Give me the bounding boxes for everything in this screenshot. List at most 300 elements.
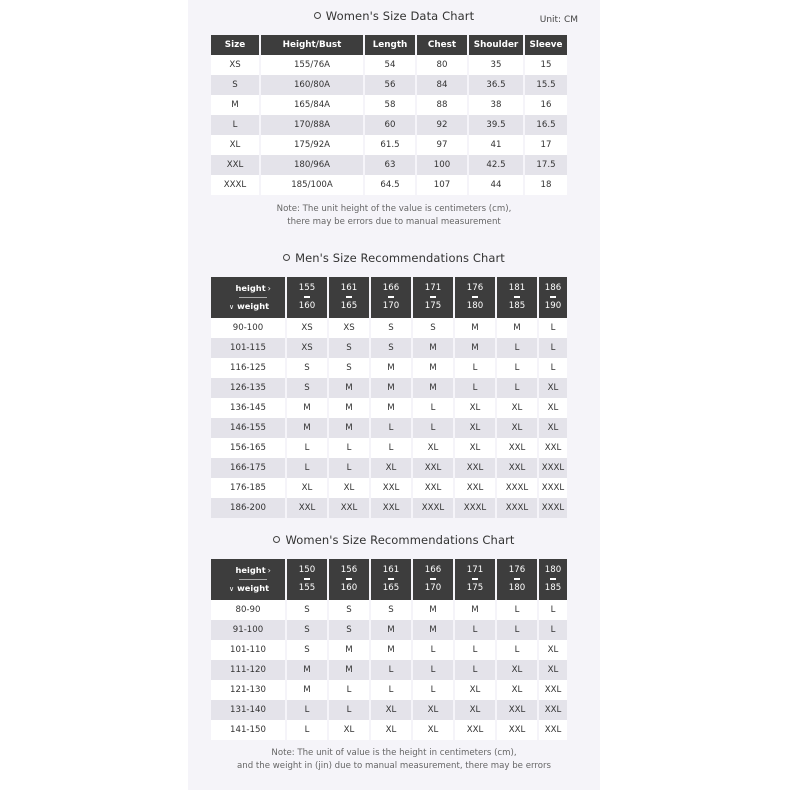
circle-bullet-icon xyxy=(314,12,321,19)
height-weight-corner xyxy=(211,277,287,318)
size-cell: L xyxy=(539,338,567,358)
size-cell: XXL xyxy=(497,438,539,458)
weight-range-cell: 176-185 xyxy=(211,478,287,498)
size-cell: L xyxy=(455,640,497,660)
range-dash xyxy=(346,296,352,298)
table-cell: 92 xyxy=(417,115,469,135)
height-range xyxy=(455,559,495,600)
size-cell: M xyxy=(329,640,371,660)
size-cell: L xyxy=(539,620,567,640)
size-cell: M xyxy=(287,680,329,700)
range-dash xyxy=(550,578,556,580)
height-range-header xyxy=(539,277,567,318)
table-row xyxy=(211,155,567,175)
table-cell: 170/88A xyxy=(261,115,365,135)
size-cell: XXL xyxy=(455,458,497,478)
table-row xyxy=(211,175,567,195)
column-header: Length xyxy=(365,35,417,55)
table-cell: 18 xyxy=(525,175,567,195)
table-cell: 160/80A xyxy=(261,75,365,95)
table-cell: 180/96A xyxy=(261,155,365,175)
corner-labels xyxy=(211,559,285,600)
height-range-header xyxy=(371,277,413,318)
size-cell: XXL xyxy=(371,478,413,498)
table-cell: XXL xyxy=(211,155,261,175)
height-range-max: 165 xyxy=(340,301,358,311)
size-cell: XXL xyxy=(287,498,329,518)
size-cell: M xyxy=(287,418,329,438)
height-range-max: 180 xyxy=(466,301,484,311)
size-cell: L xyxy=(371,438,413,458)
size-cell: XL xyxy=(329,478,371,498)
table-cell: 60 xyxy=(365,115,417,135)
column-header: Size xyxy=(211,35,261,55)
range-dash xyxy=(388,296,394,298)
table-row xyxy=(211,498,567,518)
table-cell: XL xyxy=(211,135,261,155)
size-cell: L xyxy=(329,458,371,478)
height-range-min: 181 xyxy=(508,283,526,293)
weight-range-cell: 116-125 xyxy=(211,358,287,378)
size-cell: XXL xyxy=(413,458,455,478)
size-cell: M xyxy=(413,358,455,378)
size-cell: XXXL xyxy=(539,498,567,518)
size-cell: S xyxy=(371,318,413,338)
women-data-title: Women's Size Data Chart xyxy=(188,9,600,23)
table-row xyxy=(211,358,567,378)
weight-range-cell: 156-165 xyxy=(211,438,287,458)
size-cell: XL xyxy=(413,720,455,740)
height-range xyxy=(329,277,369,318)
height-range-max: 160 xyxy=(298,301,316,311)
size-cell: XS xyxy=(329,318,371,338)
table-cell: S xyxy=(211,75,261,95)
size-cell: L xyxy=(329,700,371,720)
size-cell: M xyxy=(287,398,329,418)
size-cell: XXXL xyxy=(455,498,497,518)
height-range-header xyxy=(497,277,539,318)
height-range-max: 180 xyxy=(508,583,526,593)
height-range xyxy=(455,277,495,318)
table-cell: 17.5 xyxy=(525,155,567,175)
size-cell: S xyxy=(287,640,329,660)
corner-divider xyxy=(239,297,267,298)
height-range xyxy=(413,559,453,600)
table-cell: 36.5 xyxy=(469,75,525,95)
size-cell: L xyxy=(329,680,371,700)
height-range xyxy=(287,277,327,318)
size-cell: XXL xyxy=(539,700,567,720)
height-range-min: 171 xyxy=(466,565,484,575)
size-cell: M xyxy=(371,398,413,418)
size-cell: L xyxy=(371,418,413,438)
size-cell: M xyxy=(371,378,413,398)
height-range xyxy=(371,559,411,600)
table-row xyxy=(211,458,567,478)
size-cell: XL xyxy=(455,438,497,458)
table-cell: 15.5 xyxy=(525,75,567,95)
range-dash xyxy=(550,296,556,298)
table-cell: 35 xyxy=(469,55,525,75)
height-range-header xyxy=(329,559,371,600)
size-cell: XL xyxy=(539,378,567,398)
size-cell: M xyxy=(329,378,371,398)
column-header: Shoulder xyxy=(469,35,525,55)
men-size-recommendation-table xyxy=(211,277,567,518)
size-cell: S xyxy=(287,378,329,398)
size-cell: XS xyxy=(287,318,329,338)
size-cell: L xyxy=(455,660,497,680)
height-range-header xyxy=(413,277,455,318)
height-range xyxy=(371,277,411,318)
size-cell: M xyxy=(329,660,371,680)
table-cell: 64.5 xyxy=(365,175,417,195)
size-cell: XL xyxy=(287,478,329,498)
height-range-header xyxy=(329,277,371,318)
table-cell: 88 xyxy=(417,95,469,115)
height-range-header xyxy=(497,559,539,600)
height-range-max: 175 xyxy=(466,583,484,593)
size-cell: L xyxy=(287,720,329,740)
height-range-min: 155 xyxy=(298,283,316,293)
note-line: and the weight in (jin) due to manual measurement, there may be errors xyxy=(237,761,551,771)
size-cell: M xyxy=(413,378,455,398)
women-rec-title: Women's Size Recommendations Chart xyxy=(188,533,600,547)
column-header: Chest xyxy=(417,35,469,55)
weight-range-cell: 101-115 xyxy=(211,338,287,358)
size-cell: L xyxy=(329,438,371,458)
weight-range-cell: 186-200 xyxy=(211,498,287,518)
women-rec-note xyxy=(188,747,600,773)
size-cell: L xyxy=(413,418,455,438)
corner-divider xyxy=(239,579,267,580)
size-cell: XL xyxy=(371,720,413,740)
corner-labels xyxy=(211,277,285,318)
size-cell: M xyxy=(413,600,455,620)
weight-range-cell: 146-155 xyxy=(211,418,287,438)
women-size-recommendation-table xyxy=(211,559,567,740)
size-cell: L xyxy=(497,358,539,378)
height-range-min: 161 xyxy=(340,283,358,293)
size-cell: XL xyxy=(371,458,413,478)
height-range-min: 166 xyxy=(382,283,400,293)
column-header: Height/Bust xyxy=(261,35,365,55)
table-cell: 63 xyxy=(365,155,417,175)
weight-range-cell: 80-90 xyxy=(211,600,287,620)
size-cell: L xyxy=(413,398,455,418)
size-cell: XXL xyxy=(539,438,567,458)
table-cell: XS xyxy=(211,55,261,75)
size-cell: M xyxy=(371,640,413,660)
size-cell: L xyxy=(371,660,413,680)
table-row xyxy=(211,55,567,75)
unit-label: Unit: CM xyxy=(539,15,578,25)
table-cell: 84 xyxy=(417,75,469,95)
size-cell: L xyxy=(497,378,539,398)
table-cell: 107 xyxy=(417,175,469,195)
size-cell: S xyxy=(329,600,371,620)
table-row xyxy=(211,418,567,438)
weight-range-cell: 111-120 xyxy=(211,660,287,680)
weight-range-cell: 90-100 xyxy=(211,318,287,338)
column-header: Sleeve xyxy=(525,35,567,55)
height-range xyxy=(413,277,453,318)
weight-range-cell: 166-175 xyxy=(211,458,287,478)
size-cell: S xyxy=(329,338,371,358)
weight-range-cell: 101-110 xyxy=(211,640,287,660)
size-cell: L xyxy=(455,378,497,398)
table-row xyxy=(211,640,567,660)
height-range-max: 185 xyxy=(508,301,526,311)
range-dash xyxy=(472,578,478,580)
table-row xyxy=(211,318,567,338)
height-range-min: 156 xyxy=(340,565,358,575)
range-dash xyxy=(430,578,436,580)
table-header-row xyxy=(211,35,567,55)
size-cell: XL xyxy=(539,660,567,680)
size-cell: S xyxy=(413,318,455,338)
height-range-header xyxy=(371,559,413,600)
size-cell: XL xyxy=(539,640,567,660)
table-cell: 80 xyxy=(417,55,469,75)
men-rec-title: Men's Size Recommendations Chart xyxy=(188,251,600,265)
size-cell: M xyxy=(455,318,497,338)
size-cell: S xyxy=(329,358,371,378)
size-cell: XL xyxy=(497,418,539,438)
size-cell: L xyxy=(539,600,567,620)
table-row xyxy=(211,600,567,620)
size-cell: S xyxy=(287,620,329,640)
height-range xyxy=(287,559,327,600)
range-dash xyxy=(304,296,310,298)
height-range-header xyxy=(455,277,497,318)
range-dash xyxy=(514,578,520,580)
size-cell: XXXL xyxy=(539,458,567,478)
size-cell: XXL xyxy=(329,498,371,518)
height-range-min: 186 xyxy=(544,283,562,293)
table-cell: 100 xyxy=(417,155,469,175)
size-cell: XXL xyxy=(371,498,413,518)
size-cell: L xyxy=(497,600,539,620)
size-cell: XL xyxy=(539,398,567,418)
size-cell: L xyxy=(413,640,455,660)
size-cell: L xyxy=(413,680,455,700)
table-row xyxy=(211,680,567,700)
weight-range-cell: 121-130 xyxy=(211,680,287,700)
table-cell: 41 xyxy=(469,135,525,155)
circle-bullet-icon xyxy=(273,536,280,543)
size-cell: M xyxy=(497,318,539,338)
size-cell: XL xyxy=(497,398,539,418)
table-cell: 16.5 xyxy=(525,115,567,135)
height-weight-corner xyxy=(211,559,287,600)
size-chart-panel xyxy=(188,0,600,790)
height-range-max: 170 xyxy=(424,583,442,593)
weight-range-cell: 91-100 xyxy=(211,620,287,640)
table-cell: 97 xyxy=(417,135,469,155)
table-cell: 185/100A xyxy=(261,175,365,195)
size-cell: M xyxy=(287,660,329,680)
size-cell: L xyxy=(455,620,497,640)
weight-range-cell: 131-140 xyxy=(211,700,287,720)
size-cell: XL xyxy=(413,438,455,458)
table-row xyxy=(211,438,567,458)
size-cell: L xyxy=(413,660,455,680)
size-cell: M xyxy=(413,620,455,640)
height-range xyxy=(497,559,537,600)
height-range xyxy=(329,559,369,600)
table-row xyxy=(211,398,567,418)
height-range-max: 170 xyxy=(382,301,400,311)
range-dash xyxy=(514,296,520,298)
height-range xyxy=(497,277,537,318)
height-range-min: 171 xyxy=(424,283,442,293)
table-row xyxy=(211,478,567,498)
size-cell: M xyxy=(455,600,497,620)
height-range-header xyxy=(287,277,329,318)
range-dash xyxy=(430,296,436,298)
height-range-header xyxy=(287,559,329,600)
size-cell: XXL xyxy=(539,720,567,740)
size-cell: XXL xyxy=(497,720,539,740)
size-cell: XL xyxy=(371,700,413,720)
size-cell: L xyxy=(371,680,413,700)
size-cell: M xyxy=(371,620,413,640)
women-data-note xyxy=(188,203,600,229)
size-cell: M xyxy=(329,418,371,438)
size-cell: XL xyxy=(497,660,539,680)
table-row xyxy=(211,75,567,95)
size-cell: S xyxy=(287,600,329,620)
height-label: height › xyxy=(235,565,271,575)
size-cell: XXXL xyxy=(413,498,455,518)
table-cell: 17 xyxy=(525,135,567,155)
size-cell: S xyxy=(287,358,329,378)
size-cell: L xyxy=(287,700,329,720)
size-cell: XXL xyxy=(497,458,539,478)
size-cell: S xyxy=(329,620,371,640)
weight-range-cell: 136-145 xyxy=(211,398,287,418)
size-cell: XXL xyxy=(413,478,455,498)
height-range-min: 180 xyxy=(544,565,562,575)
table-row xyxy=(211,660,567,680)
table-row xyxy=(211,700,567,720)
range-dash xyxy=(346,578,352,580)
note-line: there may be errors due to manual measurement xyxy=(287,217,501,227)
size-cell: L xyxy=(539,358,567,378)
size-cell: L xyxy=(287,438,329,458)
height-range xyxy=(539,277,567,318)
table-cell: 56 xyxy=(365,75,417,95)
height-range-min: 166 xyxy=(424,565,442,575)
height-range-max: 160 xyxy=(340,583,358,593)
size-cell: XL xyxy=(329,720,371,740)
note-line: Note: The unit height of the value is centimeters (cm), xyxy=(276,204,512,214)
size-cell: XL xyxy=(455,398,497,418)
weight-range-cell: 141-150 xyxy=(211,720,287,740)
height-range-max: 165 xyxy=(382,583,400,593)
height-range-header xyxy=(455,559,497,600)
women-size-data-table xyxy=(211,35,567,195)
size-cell: L xyxy=(497,640,539,660)
table-row xyxy=(211,115,567,135)
size-cell: XXL xyxy=(539,680,567,700)
height-range-header xyxy=(413,559,455,600)
size-cell: XL xyxy=(455,680,497,700)
weight-range-cell: 126-135 xyxy=(211,378,287,398)
table-cell: 39.5 xyxy=(469,115,525,135)
height-range-max: 155 xyxy=(298,583,316,593)
table-cell: 155/76A xyxy=(261,55,365,75)
table-cell: 175/92A xyxy=(261,135,365,155)
table-row xyxy=(211,378,567,398)
table-header-row xyxy=(211,559,567,600)
height-label: height › xyxy=(235,283,271,293)
size-cell: M xyxy=(455,338,497,358)
range-dash xyxy=(472,296,478,298)
size-cell: XL xyxy=(497,680,539,700)
table-cell: M xyxy=(211,95,261,115)
size-cell: XXL xyxy=(455,478,497,498)
size-cell: XS xyxy=(287,338,329,358)
size-cell: XXL xyxy=(455,720,497,740)
size-cell: L xyxy=(539,318,567,338)
size-cell: L xyxy=(287,458,329,478)
table-cell: 44 xyxy=(469,175,525,195)
height-range-min: 176 xyxy=(466,283,484,293)
size-cell: XXL xyxy=(497,700,539,720)
height-range xyxy=(539,559,567,600)
table-cell: 38 xyxy=(469,95,525,115)
height-range-min: 150 xyxy=(298,565,316,575)
table-cell: 165/84A xyxy=(261,95,365,115)
table-row xyxy=(211,95,567,115)
circle-bullet-icon xyxy=(283,254,290,261)
size-cell: L xyxy=(497,338,539,358)
weight-label: ∨ weight xyxy=(229,301,269,311)
table-row xyxy=(211,620,567,640)
height-range-min: 161 xyxy=(382,565,400,575)
height-range-header xyxy=(539,559,567,600)
table-row xyxy=(211,720,567,740)
table-cell: 42.5 xyxy=(469,155,525,175)
table-header-row xyxy=(211,277,567,318)
table-row xyxy=(211,135,567,155)
table-cell: 58 xyxy=(365,95,417,115)
size-cell: S xyxy=(371,338,413,358)
size-cell: XXXL xyxy=(539,478,567,498)
size-cell: M xyxy=(413,338,455,358)
range-dash xyxy=(304,578,310,580)
table-cell: 61.5 xyxy=(365,135,417,155)
range-dash xyxy=(388,578,394,580)
size-cell: M xyxy=(371,358,413,378)
height-range-max: 185 xyxy=(544,583,562,593)
table-cell: XXXL xyxy=(211,175,261,195)
size-cell: XL xyxy=(455,418,497,438)
table-cell: 54 xyxy=(365,55,417,75)
table-row xyxy=(211,338,567,358)
table-cell: 16 xyxy=(525,95,567,115)
table-cell: 15 xyxy=(525,55,567,75)
size-cell: XL xyxy=(455,700,497,720)
size-cell: XL xyxy=(539,418,567,438)
size-cell: S xyxy=(371,600,413,620)
size-cell: XXXL xyxy=(497,498,539,518)
note-line: Note: The unit of value is the height in centimeters (cm), xyxy=(271,748,517,758)
height-range-min: 176 xyxy=(508,565,526,575)
height-range-max: 175 xyxy=(424,301,442,311)
